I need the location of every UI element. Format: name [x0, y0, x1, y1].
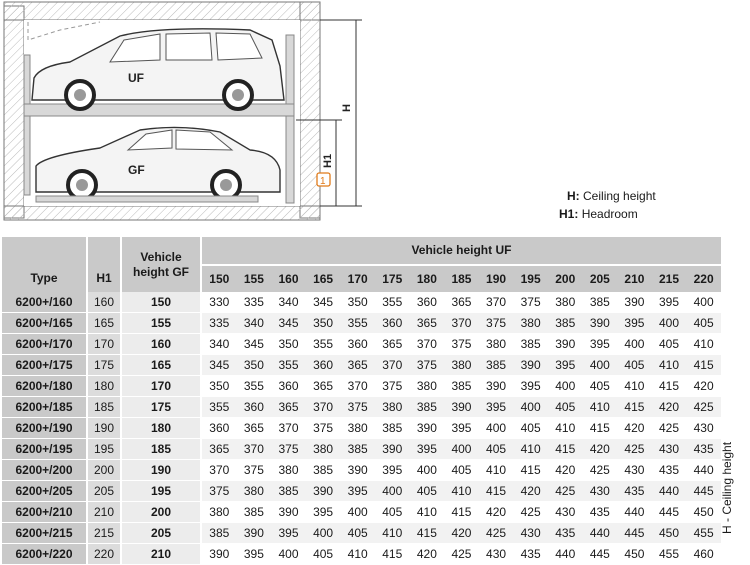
col-header-uf-height: 165 — [306, 266, 341, 292]
ceiling-height-cell: 415 — [479, 481, 514, 502]
vehicle-height-gf-cell: 160 — [122, 334, 202, 355]
col-header-h1: H1 — [88, 237, 122, 292]
ceiling-height-cell: 400 — [340, 502, 375, 523]
vehicle-height-gf-cell: 180 — [122, 418, 202, 439]
ceiling-height-cell: 430 — [548, 502, 583, 523]
side-spacer-cell — [721, 313, 745, 334]
ceiling-height-cell: 455 — [686, 523, 721, 544]
ceiling-height-cell: 380 — [202, 502, 237, 523]
left-wall — [4, 6, 24, 218]
ceiling-height-cell: 380 — [513, 313, 548, 334]
ceiling-height-cell: 390 — [548, 334, 583, 355]
col-header-uf-height: 170 — [340, 266, 375, 292]
ceiling-height-cell: 370 — [375, 355, 410, 376]
ceiling-height-cell: 400 — [652, 313, 687, 334]
ceiling-height-cell: 390 — [444, 397, 479, 418]
type-cell: 6200+/185 — [2, 397, 88, 418]
ceiling-height-cell: 370 — [271, 418, 306, 439]
ceiling-height-cell: 420 — [513, 481, 548, 502]
ceiling-height-cell: 410 — [548, 418, 583, 439]
col-header-uf-height: 175 — [375, 266, 410, 292]
ceiling-height-cell: 375 — [513, 292, 548, 313]
ceiling-height-cell: 365 — [444, 292, 479, 313]
ceiling-height-cell: 415 — [444, 502, 479, 523]
ceiling-height-cell: 355 — [271, 355, 306, 376]
ceiling-height-cell: 425 — [583, 460, 618, 481]
right-post — [286, 35, 294, 203]
h1-cell: 165 — [88, 313, 122, 334]
ceiling-height-cell: 430 — [686, 418, 721, 439]
ceiling-height-cell: 365 — [271, 397, 306, 418]
ceiling-height-cell: 405 — [410, 481, 445, 502]
h1-cell: 220 — [88, 544, 122, 565]
ceiling-height-cell: 385 — [444, 376, 479, 397]
col-header-uf-height: 190 — [479, 266, 514, 292]
ceiling-height-cell: 350 — [340, 292, 375, 313]
ceiling-height-cell: 400 — [513, 397, 548, 418]
ceiling-height-cell: 430 — [652, 439, 687, 460]
ceiling-height-cell: 400 — [479, 418, 514, 439]
vehicle-height-gf-cell: 200 — [122, 502, 202, 523]
h1-cell: 180 — [88, 376, 122, 397]
ceiling-height-cell: 420 — [617, 418, 652, 439]
ceiling-height-cell: 330 — [202, 292, 237, 313]
upper-platform — [24, 104, 294, 116]
ceiling-height-cell: 410 — [444, 481, 479, 502]
ceiling-height-cell: 375 — [444, 334, 479, 355]
ceiling-height-cell: 365 — [202, 439, 237, 460]
col-header-vehicle-height-gf — [122, 237, 202, 292]
ceiling-height-cell: 400 — [444, 439, 479, 460]
ceiling-height-cell: 395 — [271, 523, 306, 544]
ceiling-height-cell: 425 — [652, 418, 687, 439]
col-header-uf-height: 205 — [583, 266, 618, 292]
ceiling-height-cell: 385 — [271, 481, 306, 502]
h1-cell: 170 — [88, 334, 122, 355]
ceiling-height-cell: 375 — [271, 439, 306, 460]
ceiling-height-cell: 395 — [410, 439, 445, 460]
ceiling-height-cell: 360 — [271, 376, 306, 397]
col-header-uf-height: 210 — [617, 266, 652, 292]
ceiling-height-cell: 420 — [548, 460, 583, 481]
ceiling-height-cell: 385 — [479, 355, 514, 376]
table-row — [2, 355, 745, 376]
marker-number: 1 — [320, 176, 326, 187]
ceiling-height-cell: 390 — [513, 355, 548, 376]
ceiling-height-cell: 370 — [237, 439, 272, 460]
ceiling-height-cell: 375 — [202, 481, 237, 502]
ceiling-height-cell: 405 — [479, 439, 514, 460]
vehicle-height-gf-cell: 210 — [122, 544, 202, 565]
group-header-vehicle-height-uf: Vehicle height UF — [202, 237, 721, 266]
ceiling-height-cell: 350 — [202, 376, 237, 397]
ceiling-height-cell: 430 — [513, 523, 548, 544]
ceiling-height-cell: 385 — [306, 460, 341, 481]
parking-system-diagram — [0, 0, 380, 225]
ceiling-height-cell: 340 — [271, 292, 306, 313]
ceiling-height-cell: 360 — [375, 313, 410, 334]
ceiling-height-cell: 385 — [410, 397, 445, 418]
ceiling-height-cell: 390 — [617, 292, 652, 313]
legend-h-key: H: — [567, 189, 580, 203]
legend-headroom — [559, 207, 638, 221]
col-header-uf-height: 195 — [513, 266, 548, 292]
ceiling-height-cell: 395 — [479, 397, 514, 418]
ceiling-height-cell: 435 — [617, 481, 652, 502]
ceiling-height-cell: 370 — [202, 460, 237, 481]
ceiling-height-cell: 425 — [479, 523, 514, 544]
type-cell: 6200+/220 — [2, 544, 88, 565]
ceiling-height-cell: 455 — [652, 544, 687, 565]
vehicle-height-gf-cell: 190 — [122, 460, 202, 481]
ceiling-height-cell: 360 — [410, 292, 445, 313]
ceiling-height-cell: 355 — [375, 292, 410, 313]
ceiling-height-cell: 460 — [686, 544, 721, 565]
col-header-uf-height: 220 — [686, 266, 721, 292]
ceiling-height-cell: 425 — [444, 544, 479, 565]
ceiling-height-cell: 445 — [583, 544, 618, 565]
col-header-uf-height: 180 — [410, 266, 445, 292]
col-header-uf-height: 155 — [237, 266, 272, 292]
ceiling-height-cell: 415 — [375, 544, 410, 565]
h1-cell: 210 — [88, 502, 122, 523]
h1-cell: 200 — [88, 460, 122, 481]
ceiling-height-cell: 425 — [617, 439, 652, 460]
ceiling-height-cell: 395 — [583, 334, 618, 355]
ceiling-height-cell: 380 — [271, 460, 306, 481]
table-row — [2, 439, 745, 460]
vehicle-height-gf-cell: 150 — [122, 292, 202, 313]
ceiling-height-cell: 435 — [686, 439, 721, 460]
ceiling-height-cell: 380 — [375, 397, 410, 418]
ceiling-height-cell: 415 — [583, 418, 618, 439]
ceiling-height-cell: 375 — [306, 418, 341, 439]
ceiling-height-cell: 385 — [548, 313, 583, 334]
ceiling-height-cell: 410 — [410, 502, 445, 523]
ceiling-height-cell: 395 — [306, 502, 341, 523]
ceiling-height-cell: 410 — [375, 523, 410, 544]
ceiling-height-cell: 400 — [617, 334, 652, 355]
type-cell: 6200+/180 — [2, 376, 88, 397]
ceiling-height-cell: 395 — [548, 355, 583, 376]
ceiling-height-cell: 405 — [340, 523, 375, 544]
ceiling-height-cell: 440 — [548, 544, 583, 565]
ceiling-height-cell: 355 — [202, 397, 237, 418]
col-header-vgf-line2: height GF — [133, 264, 189, 279]
ceiling-height-cell: 355 — [237, 376, 272, 397]
ceiling-height-cell: 360 — [306, 355, 341, 376]
ceiling-height-cell: 445 — [617, 523, 652, 544]
table-row — [2, 523, 745, 544]
ceiling-height-cell: 390 — [375, 439, 410, 460]
ceiling-height-cell: 395 — [617, 313, 652, 334]
table-row — [2, 313, 745, 334]
ceiling-height-cell: 410 — [617, 376, 652, 397]
ceiling-height-cell: 420 — [410, 544, 445, 565]
ceiling — [4, 2, 320, 20]
type-cell: 6200+/175 — [2, 355, 88, 376]
ceiling-height-cell: 375 — [340, 397, 375, 418]
ceiling-height-cell: 400 — [583, 355, 618, 376]
ceiling-height-cell: 370 — [340, 376, 375, 397]
type-cell: 6200+/195 — [2, 439, 88, 460]
ceiling-height-cell: 350 — [306, 313, 341, 334]
ceiling-height-cell: 425 — [548, 481, 583, 502]
ceiling-height-cell: 395 — [237, 544, 272, 565]
h1-cell: 205 — [88, 481, 122, 502]
ceiling-height-cell: 450 — [686, 502, 721, 523]
ceiling-height-cell: 335 — [202, 313, 237, 334]
left-post — [24, 55, 30, 195]
ceiling-height-cell: 420 — [479, 502, 514, 523]
col-header-uf-height: 185 — [444, 266, 479, 292]
ceiling-height-cell: 440 — [583, 523, 618, 544]
vehicle-height-gf-cell: 165 — [122, 355, 202, 376]
ceiling-height-cell: 345 — [237, 334, 272, 355]
table-body — [2, 292, 745, 565]
ceiling-height-cell: 350 — [271, 334, 306, 355]
ceiling-height-cell: 380 — [306, 439, 341, 460]
ceiling-height-cell: 395 — [340, 481, 375, 502]
ceiling-height-cell: 445 — [686, 481, 721, 502]
ceiling-height-cell: 410 — [652, 355, 687, 376]
ceiling-height-cell: 420 — [583, 439, 618, 460]
lower-car-label: GF — [128, 163, 145, 177]
ceiling-height-cell: 425 — [686, 397, 721, 418]
ceiling-height-cell: 350 — [237, 355, 272, 376]
ceiling-height-cell: 370 — [444, 313, 479, 334]
legend-ceiling-height — [567, 189, 656, 203]
ceiling-height-cell: 405 — [444, 460, 479, 481]
ceiling-height-cell: 435 — [548, 523, 583, 544]
vehicle-height-gf-cell: 175 — [122, 397, 202, 418]
ceiling-height-cell: 385 — [375, 418, 410, 439]
ceiling-height-cell: 380 — [479, 334, 514, 355]
ceiling-height-cell: 430 — [617, 460, 652, 481]
side-spacer-cell — [721, 355, 745, 376]
h1-cell: 215 — [88, 523, 122, 544]
legend-h1-key: H1: — [559, 207, 579, 221]
ceiling-height-cell: 405 — [306, 544, 341, 565]
ceiling-height-cell: 385 — [202, 523, 237, 544]
ceiling-height-cell: 415 — [617, 397, 652, 418]
type-cell: 6200+/205 — [2, 481, 88, 502]
floor — [4, 206, 320, 220]
ceiling-height-cell: 410 — [513, 439, 548, 460]
ceiling-height-cell: 375 — [237, 460, 272, 481]
vehicle-height-gf-cell: 195 — [122, 481, 202, 502]
ceiling-height-cell: 375 — [410, 355, 445, 376]
ceiling-height-cell: 405 — [583, 376, 618, 397]
side-header-spacer — [721, 237, 745, 292]
ceiling-height-cell: 385 — [340, 439, 375, 460]
ceiling-height-cell: 340 — [237, 313, 272, 334]
h1-cell: 185 — [88, 397, 122, 418]
ceiling-height-cell: 370 — [306, 397, 341, 418]
ceiling-height-cell: 365 — [340, 355, 375, 376]
col-header-type: Type — [2, 237, 88, 292]
ceiling-height-cell: 435 — [652, 460, 687, 481]
ceiling-height-cell: 405 — [652, 334, 687, 355]
vehicle-height-gf-cell: 205 — [122, 523, 202, 544]
ceiling-height-cell: 405 — [375, 502, 410, 523]
ceiling-height-cell: 395 — [652, 292, 687, 313]
ceiling-height-cell: 375 — [375, 376, 410, 397]
type-cell: 6200+/200 — [2, 460, 88, 481]
ceiling-height-cell: 450 — [652, 523, 687, 544]
ceiling-height-cell: 410 — [340, 544, 375, 565]
ceiling-height-cell: 440 — [686, 460, 721, 481]
ceiling-height-cell: 430 — [479, 544, 514, 565]
ceiling-height-cell: 370 — [410, 334, 445, 355]
ceiling-height-cell: 370 — [479, 292, 514, 313]
ceiling-height-cell: 405 — [686, 313, 721, 334]
upper-car-label: UF — [128, 71, 144, 85]
col-header-uf-height: 215 — [652, 266, 687, 292]
ceiling-height-cell: 425 — [513, 502, 548, 523]
ceiling-height-cell: 395 — [444, 418, 479, 439]
ceiling-height-label: H — [341, 104, 353, 112]
h1-cell: 190 — [88, 418, 122, 439]
ceiling-height-cell: 405 — [513, 418, 548, 439]
ceiling-height-cell: 360 — [202, 418, 237, 439]
type-cell: 6200+/160 — [2, 292, 88, 313]
ceiling-height-table — [2, 237, 745, 565]
ceiling-height-cell: 440 — [652, 481, 687, 502]
ceiling-height-cell: 405 — [548, 397, 583, 418]
ceiling-height-cell: 400 — [375, 481, 410, 502]
table-row — [2, 292, 745, 313]
ceiling-height-cell: 390 — [583, 313, 618, 334]
h1-cell: 175 — [88, 355, 122, 376]
table-row — [2, 397, 745, 418]
ceiling-height-cell: 380 — [410, 376, 445, 397]
ceiling-height-cell: 385 — [513, 334, 548, 355]
ceiling-height-cell: 365 — [375, 334, 410, 355]
ceiling-height-cell: 390 — [340, 460, 375, 481]
type-cell: 6200+/215 — [2, 523, 88, 544]
ceiling-height-cell: 380 — [237, 481, 272, 502]
vehicle-height-gf-cell: 185 — [122, 439, 202, 460]
ceiling-height-cell: 430 — [583, 481, 618, 502]
side-spacer-cell — [721, 334, 745, 355]
ceiling-height-cell: 420 — [686, 376, 721, 397]
ceiling-height-cell: 360 — [340, 334, 375, 355]
ceiling-height-cell: 415 — [548, 439, 583, 460]
ceiling-height-cell: 420 — [444, 523, 479, 544]
col-header-uf-height: 160 — [271, 266, 306, 292]
h1-cell: 195 — [88, 439, 122, 460]
ceiling-height-cell: 345 — [306, 292, 341, 313]
side-spacer-cell — [721, 292, 745, 313]
ground-rail — [36, 196, 258, 202]
col-header-uf-height: 150 — [202, 266, 237, 292]
ceiling-height-cell: 380 — [444, 355, 479, 376]
table-row — [2, 481, 745, 502]
ceiling-height-cell: 400 — [271, 544, 306, 565]
ceiling-height-cell: 405 — [617, 355, 652, 376]
ceiling-height-cell: 380 — [548, 292, 583, 313]
ceiling-height-cell: 395 — [375, 460, 410, 481]
ceiling-height-cell: 400 — [686, 292, 721, 313]
ceiling-height-cell: 390 — [271, 502, 306, 523]
ceiling-height-cell: 355 — [340, 313, 375, 334]
table-row — [2, 376, 745, 397]
ceiling-height-cell: 365 — [306, 376, 341, 397]
ceiling-height-cell: 380 — [340, 418, 375, 439]
vehicle-height-gf-cell: 170 — [122, 376, 202, 397]
ceiling-height-cell: 365 — [237, 418, 272, 439]
ceiling-height-cell: 340 — [202, 334, 237, 355]
h1-cell: 160 — [88, 292, 122, 313]
table-row — [2, 502, 745, 523]
side-label-text: H - Ceiling height — [720, 441, 734, 534]
ceiling-height-cell: 400 — [306, 523, 341, 544]
col-header-vgf-line1: Vehicle — [140, 249, 182, 264]
ceiling-height-cell: 400 — [410, 460, 445, 481]
side-label-ceiling-height — [707, 378, 747, 538]
ceiling-height-cell: 390 — [202, 544, 237, 565]
vehicle-height-gf-cell: 155 — [122, 313, 202, 334]
ceiling-height-cell: 345 — [202, 355, 237, 376]
ceiling-height-cell: 440 — [617, 502, 652, 523]
ceiling-height-cell: 450 — [617, 544, 652, 565]
ceiling-height-cell: 390 — [237, 523, 272, 544]
ceiling-height-cell: 435 — [513, 544, 548, 565]
headroom-label: H1 — [322, 153, 334, 168]
type-cell: 6200+/170 — [2, 334, 88, 355]
ceiling-height-cell: 410 — [686, 334, 721, 355]
ceiling-height-cell: 445 — [652, 502, 687, 523]
ceiling-height-cell: 355 — [306, 334, 341, 355]
ceiling-height-cell: 415 — [686, 355, 721, 376]
type-cell: 6200+/210 — [2, 502, 88, 523]
table-row — [2, 418, 745, 439]
ceiling-height-cell: 415 — [513, 460, 548, 481]
type-cell: 6200+/165 — [2, 313, 88, 334]
ceiling-height-cell: 400 — [548, 376, 583, 397]
ceiling-height-cell: 395 — [513, 376, 548, 397]
legend-h-text: Ceiling height — [583, 189, 656, 203]
ceiling-height-cell: 435 — [583, 502, 618, 523]
legend-h1-text: Headroom — [581, 207, 638, 221]
ceiling-height-cell: 375 — [479, 313, 514, 334]
ceiling-height-cell: 420 — [652, 397, 687, 418]
ceiling-height-cell: 415 — [652, 376, 687, 397]
table-row — [2, 460, 745, 481]
ceiling-height-cell: 385 — [237, 502, 272, 523]
ceiling-height-cell: 345 — [271, 313, 306, 334]
ceiling-height-cell: 365 — [410, 313, 445, 334]
ceiling-height-cell: 385 — [583, 292, 618, 313]
ceiling-height-cell: 410 — [479, 460, 514, 481]
ceiling-height-cell: 415 — [410, 523, 445, 544]
table-row — [2, 334, 745, 355]
ceiling-height-cell: 390 — [410, 418, 445, 439]
ceiling-height-cell: 390 — [306, 481, 341, 502]
ceiling-height-cell: 335 — [237, 292, 272, 313]
ceiling-height-cell: 390 — [479, 376, 514, 397]
ceiling-height-cell: 410 — [583, 397, 618, 418]
col-header-uf-height: 200 — [548, 266, 583, 292]
type-cell: 6200+/190 — [2, 418, 88, 439]
ceiling-height-cell: 360 — [237, 397, 272, 418]
